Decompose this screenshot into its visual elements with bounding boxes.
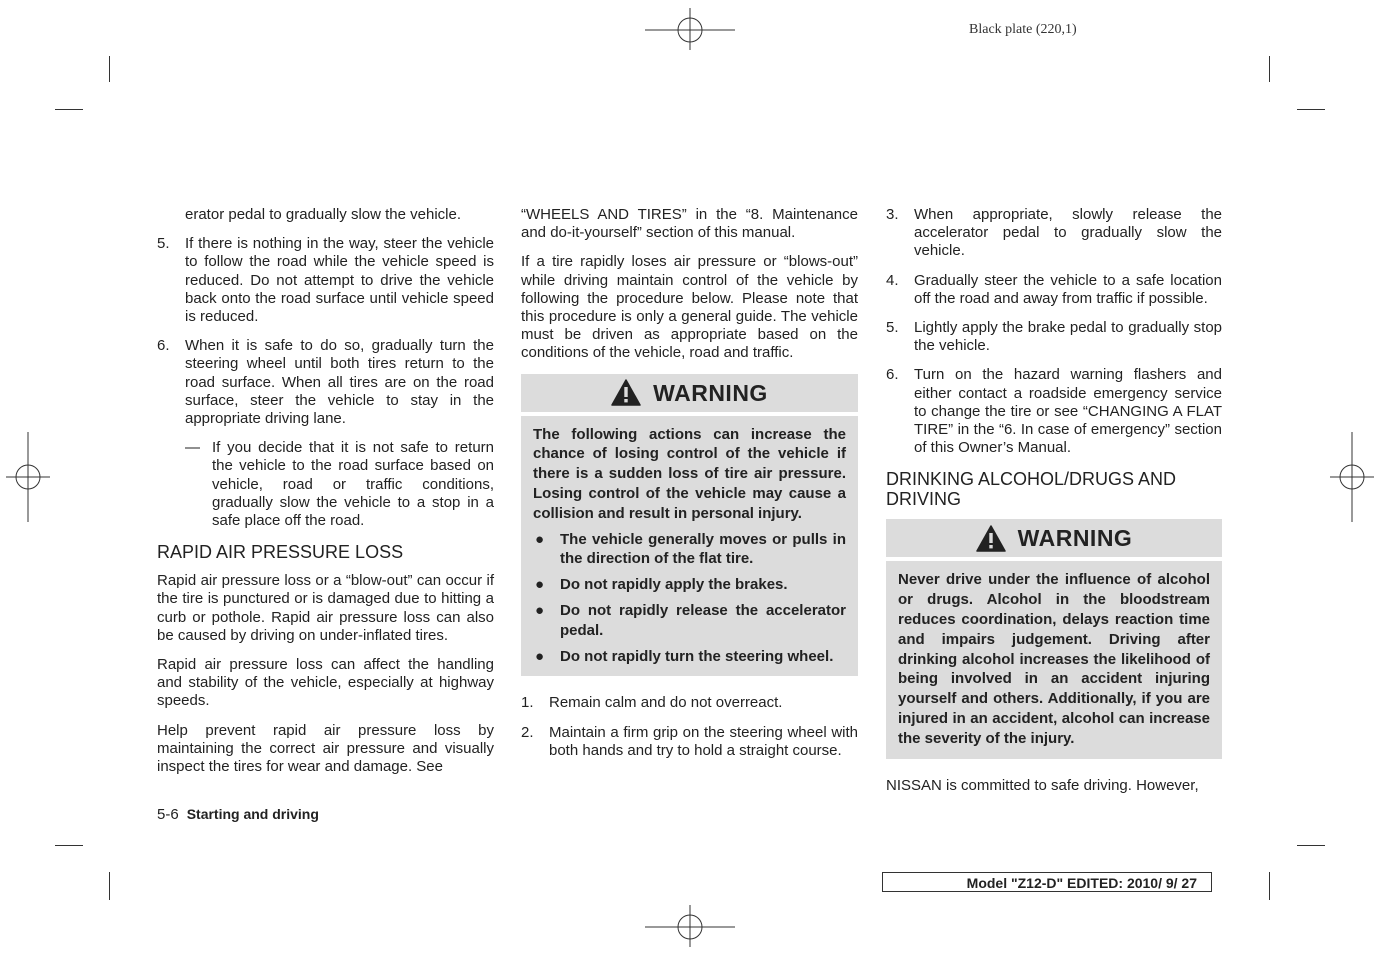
paragraph: Rapid air pressure loss or a “blow-out” can occur if the tire is punctured or is damaged due to hitting a curb or pothole. Rapid air pressure loss can also be caused by driving on under-inflated tires.: [157, 572, 494, 644]
list-item: [157, 235, 494, 326]
list-item: [886, 272, 1222, 308]
list-item: [886, 319, 1222, 355]
warning-text: Never drive under the influence of alcohol or drugs. Alcohol in the bloodstream reduces coordination, delays reaction time and impairs judgement. Driving after drinking alcohol increases the likelihood of being involved in an accident injuring yourself and others. Additionally, if you are injured in an accident, alcohol can increase the severity of the injury.: [898, 571, 1210, 747]
model-edit-box: Model "Z12-D" EDITED: 2010/ 9/ 27: [882, 872, 1212, 892]
section-name: Starting and driving: [186, 806, 319, 822]
list-text: Turn on the hazard warning flashers and either contact a roadside emergency service to change the tire or see “CHANGING A FLAT TIRE” in the “6. In case of emergency” section of this Owner’s Manual.: [914, 366, 1222, 457]
dash-text: If you decide that it is not safe to return the vehicle to the road surface based on vehicle, road or traffic conditions, gradually slow the vehicle to a stop in a safe place off the road.: [212, 439, 494, 530]
list-text: Maintain a firm grip on the steering wheel with both hands and try to hold a straight course.: [549, 723, 858, 759]
page-number: 5-6: [157, 806, 179, 823]
section-heading: RAPID AIR PRESSURE LOSS: [157, 542, 404, 563]
list-item: [157, 337, 494, 428]
bullet-icon: ●: [535, 647, 545, 665]
list-number: 5.: [886, 319, 899, 337]
list-number: 5.: [157, 235, 170, 253]
warning-body: [521, 416, 858, 677]
paragraph: Help prevent rapid air pressure loss by maintaining the correct air pressure and visually inspect the tires for wear and damage. See: [157, 721, 494, 776]
section-heading: DRINKING ALCOHOL/DRUGS AND DRIVING: [886, 469, 1177, 510]
warning-box: [886, 519, 1222, 758]
list-text: When appropriate, slowly release the accelerator pedal to gradually slow the vehicle.: [914, 206, 1222, 260]
bullet-text: Do not rapidly release the accelerator pedal.: [560, 602, 846, 639]
bullet-text: The vehicle generally moves or pulls in the direction of the flat tire.: [560, 530, 846, 568]
page-footer: [157, 806, 319, 823]
list-number: 6.: [157, 337, 170, 355]
plate-label: Black plate (220,1): [969, 22, 1077, 37]
list-number: 3.: [886, 206, 899, 223]
warning-bullet: [533, 530, 846, 570]
warning-header: [886, 519, 1222, 561]
list-number: 2.: [521, 723, 534, 741]
warning-title: WARNING: [653, 379, 768, 406]
list-number: 6.: [886, 366, 899, 384]
list-number: 1.: [521, 694, 534, 712]
warning-header: [521, 374, 858, 416]
dash-item: [157, 439, 494, 530]
list-text: Gradually steer the vehicle to a safe location off the road and away from traffic if possible.: [914, 271, 1222, 307]
list-text: If there is nothing in the way, steer the vehicle to follow the road while the vehicle speed is reduced. Do not attempt to drive the vehicle back onto the road surface until vehicle speed is reduced.: [185, 235, 494, 326]
warning-triangle-icon: [611, 379, 641, 406]
bullet-icon: ●: [535, 602, 545, 619]
bullet-icon: ●: [535, 530, 545, 548]
column-3: [886, 206, 1222, 806]
warning-text: The following actions can increase the chance of losing control of the vehicle if there is a sudden loss of tire air pressure. Losing control of the vehicle may cause a collision and result in personal injury.: [533, 425, 846, 522]
continued-text: erator pedal to gradually slow the vehicle.: [185, 206, 461, 223]
list-text: When it is safe to do so, gradually turn the steering wheel until both tires return to the road surface. When all tires are on the road surface, steer the vehicle to stay in the appropriate driving lane.: [185, 337, 494, 428]
warning-title: WARNING: [1017, 525, 1133, 552]
bullet-text: Do not rapidly turn the steering wheel.: [560, 647, 834, 665]
column-1: [157, 206, 494, 787]
list-text: Lightly apply the brake pedal to gradually stop the vehicle.: [914, 319, 1222, 355]
dash-mark: —: [185, 439, 200, 457]
warning-bullet: [533, 647, 846, 667]
warning-bullet: [533, 601, 846, 641]
warning-bullet: [533, 575, 846, 595]
paragraph: NISSAN is committed to safe driving. However,: [886, 776, 1199, 794]
paragraph: If a tire rapidly loses air pressure or “blows-out” while driving maintain control of the vehicle by following the procedure below. Please note that this procedure is only a general guide. The vehicle must be driven as appropriate based on the conditions of the vehicle, road and traffic.: [521, 253, 858, 362]
bullet-icon: ●: [535, 576, 545, 594]
warning-box: [521, 374, 858, 677]
list-item: [521, 724, 858, 760]
column-2: [521, 206, 858, 771]
warning-body: [886, 561, 1222, 758]
list-item: [886, 366, 1222, 457]
list-item: [521, 694, 858, 712]
continued-text: “WHEELS AND TIRES” in the “8. Maintenance and do-it-yourself” section of this manual.: [521, 206, 858, 242]
bullet-text: Do not rapidly apply the brakes.: [560, 576, 788, 594]
list-number: 4.: [886, 271, 899, 289]
list-item: [886, 206, 1222, 261]
warning-triangle-icon: [976, 525, 1006, 552]
list-text: Remain calm and do not overreact.: [549, 694, 783, 712]
paragraph: Rapid air pressure loss can affect the handling and stability of the vehicle, especially at highway speeds.: [157, 656, 494, 710]
